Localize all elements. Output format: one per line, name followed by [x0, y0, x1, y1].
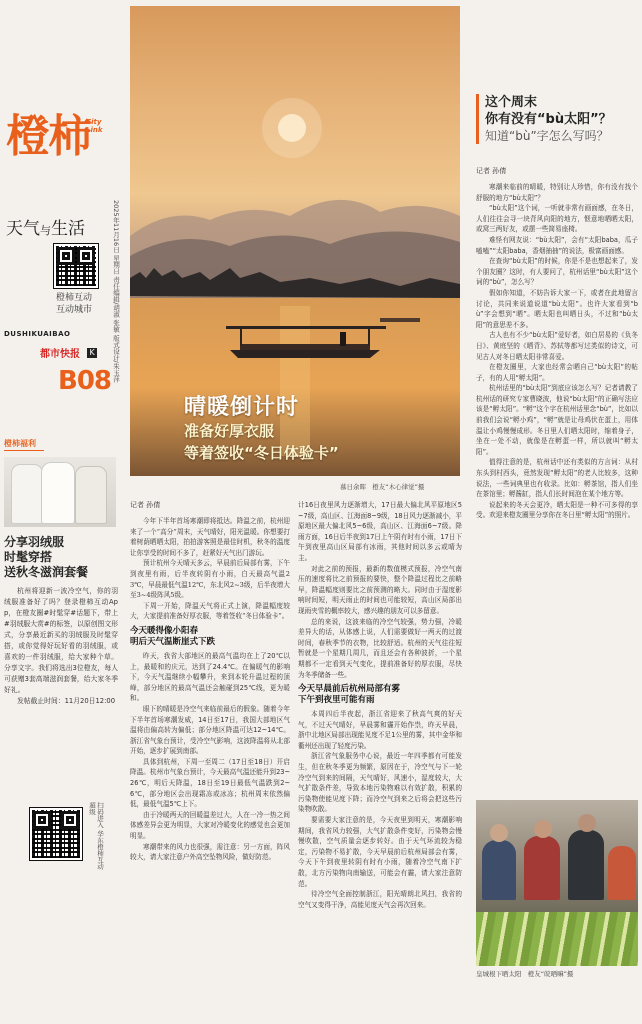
promo-section — [4, 438, 118, 1018]
article1-col2-p4: 本周四后半夜起，浙江省迎来了秋高气爽的好天气，不过天气晴好，早晨雾和霾开始作祟，昨天早晨，浙中北地区局部出现能见度不足1公里的雾，其中金华和衢州还出现了轻度污染。 — [298, 710, 462, 750]
promo-title — [4, 535, 118, 580]
article2-p5: 假如你知道，不妨告诉大家一下，或者在此地留言讨论，共同来说道说道“bù太阳”。也许大家看到“bù”字会想到“晒”。晒太阳也叫晒日头，不过和“bù太阳”的意思差不多。 — [476, 288, 638, 329]
article2-byline: 记者 孙倩 — [476, 167, 507, 175]
article1-subhead-1 — [130, 626, 290, 648]
article1-col1 — [130, 500, 290, 1020]
article1-col2-body-a — [298, 500, 462, 680]
article1-p4: 昨天，我省大部地区的最高气温均在上了20℃以上，最暖和的庆元，达到了24.4℃。在偏暖气的影响下，今天气温继续小幅攀升，来到本轮升温过程的顶峰，部分地区的最高气温还会触碰到25℃线，更为暖和。 — [130, 651, 290, 703]
article1-col2-p1: 计16日夜里风力逐渐增大，17日最大偏北风平原地区5~7级，高山区、江海面8~9级，18日风力逐渐减小，平原地区最大偏北风5~6级，高山区、江海面6~7级。降雨方面，16日后半夜到17日上午阴有时有小雨，17日下午到夜里高山区局部有冰雨，其他时间以多云或晴为主。 — [298, 501, 462, 562]
subtitle-and: 与 — [40, 224, 51, 237]
article2 — [476, 94, 638, 1020]
article2-title-line3: 知道“bù”字怎么写吗？ — [485, 129, 609, 143]
article1-subhead-1b: 明后天气温断崖式下跌 — [130, 636, 216, 647]
article2-p1: 寒潮来临前的晴暖，特别让人珍惜，你有没有找个舒服的地方“bù太阳”？ — [476, 183, 638, 202]
brand-pinyin: DUSHIKUAIBAO — [4, 330, 71, 338]
article1-col2-p3: 总的来说，这波来临的冷空气较强，势力强，冷暖差异大的话，从体感上说，人们需要做好一两天的过渡时间，春秋季节的衣物，比较舒适。杭州的天气往往短暂就是一个星期几周几，而且还会有各种波折，一个星期都不一定看到天气变化，提前准备好的厚衣服，尽快为冬季储备一些。 — [298, 617, 462, 679]
article1-p3: 下周一开始，降温天气将正式上演，降温幅度较大，大家提前准备好厚衣服，等着签收“冬日体验卡”。 — [130, 601, 290, 621]
city-link-tag: City Link — [86, 118, 103, 134]
masthead-logo: 橙柿 — [6, 111, 90, 162]
article1-col2-p5: 浙江省气象服务中心说，最近一年四季都有可能发生，但在秋冬季更为频繁，原因在于，冷空气与下一轮冷空气到来的间隔，天气晴好，风速小，湿度较大，大气扩散条件差，导致本地污染物难以有效扩散，积累的污染物使能见度下降；而冷空气到来之后将会把这些污染物吹散。 — [298, 752, 462, 814]
masthead-app-name — [56, 292, 92, 316]
hero-photo — [130, 6, 460, 476]
issue-date-line: 2025年11月16日 星期日 责任编辑/胡淑 张敏 版式设计/朱玉萍 — [112, 200, 120, 383]
promo-photo — [4, 457, 116, 527]
promo-qr-note: 扫码进入 华东橙柿互动 超级 — [88, 802, 104, 870]
article1-body-b — [130, 651, 290, 863]
promo-deadline: 发帖截止时间：11月20日12:00 — [17, 697, 116, 705]
article2-p3: 难怪有网友说：“bù太阳”，会有“太阳baba，瓜子嗑嗑”“太阳baba，香烟抽抽”的说法，极富画面感。 — [476, 235, 638, 255]
article1-body-a — [130, 516, 290, 622]
article2-p9: 值得注意的是，杭州话中还有类似的方言词：从村东头到村西头，竟然发现“孵太阳”的老人比较多，这种说法，一些词典里也有收录。比如：孵茶馆，指人们坐在茶馆里；孵酱缸，指人们长时间泡在某个地方等。 — [476, 458, 638, 499]
article2-title — [476, 94, 638, 144]
hero-subhead-2: 等着签收“冬日体验卡” — [184, 444, 339, 462]
hero-headline: 晴暖倒计时 — [184, 395, 300, 420]
page-number: B08 — [58, 366, 111, 396]
article1-subhead-2b: 下午到夜里可能有雨 — [298, 695, 375, 706]
article1-byline: 记者 孙倩 — [130, 501, 161, 509]
promo-body — [4, 586, 118, 707]
article1-p6: 具体到杭州，下周一至周二（17日至18日）开启降温。杭州市气象台预计，今天最高气温还能升到23~26℃，明后天降温，18日至19日最低气温跌到2~6℃，部分地区会出现霜冻或冰冻；杭州周末依然偏低，最低气温5℃上下。 — [130, 757, 290, 809]
article1-subhead-1a: 今天暖得像小阳春 — [130, 625, 199, 636]
article1-col2-p7: 待冷空气全面控制浙江，阳光晴朗北风扫，我省的空气又变得干净，高能见度天气会再次回来。 — [298, 890, 462, 909]
article2-p6: 古人也有不少“bù太阳”爱好者，如白居易的《负冬日》、黄庭坚的《晒背》、苏轼等都写过类似的诗文，可见古人对冬日晒太阳非常喜爱。 — [476, 331, 638, 361]
brand-k-icon: K — [87, 348, 97, 358]
promo-title-line2: 时髦穿搭 — [4, 550, 53, 564]
article2-p2: “bù太阳”这个词，一听就非常有画面感，在冬日，人们往往会寻一块背风向阳的地方，惬意地晒晒太阳，或窝三两好友，或摆一些简易座椅。 — [476, 204, 638, 234]
hero-subhead-1: 准备好厚衣服 — [184, 422, 275, 440]
brand-name-text: 都市快报 — [40, 349, 80, 360]
article2-p10: 说起来的冬天会更冷，晒太阳是一种不可多得的享受。欢迎来橙友圈里分享你在冬日里“孵太阳”的照片。 — [476, 500, 638, 520]
article1-subhead-2a: 今天早晨前后杭州局部有雾 — [298, 684, 401, 695]
masthead-qr-code[interactable] — [54, 244, 98, 288]
article1-p5: 眼下的晴暖是冷空气来临前最后的假象。随着今年下半年首场寒潮发威，14日至17日，我国大部地区气温将由偏高转为偏低；部分地区降温可达12~14℃。浙江省气象台预计，受冷空气影响，这波降温将从北部开始，逐步扩展到南部。 — [130, 704, 290, 756]
article2-photo — [476, 800, 638, 966]
article2-p4: 在查询“bù太阳”的时候，你是不是也想起来了，发个朋友圈？这时，有人要问了，杭州话里“bù太阳”这个词的“bù”，怎么写？ — [476, 257, 638, 287]
article2-photo-caption: 皇城根下晒太阳 橙友“皖晒嘛”摄 — [476, 970, 574, 978]
article2-body — [476, 182, 638, 796]
app-name-line1: 橙柿互动 — [56, 293, 93, 303]
subtitle-life: 生活 — [51, 219, 85, 239]
article1-subhead-2 — [298, 684, 462, 706]
article2-title-line2: 你有没有“bù太阳”？ — [485, 112, 612, 127]
hero-photo-caption: 慕日余晖 橙友“木心律觉”摄 — [340, 483, 425, 491]
article1-col2-p6: 要需要大家注意的是，今天夜里到明天，寒潮影响期间，我省风力较强，大气扩散条件变好，污染物会慢慢吹散，空气质量会逐步转好。由于天气环流较为稳定，污染物不易扩散，今天早晨前后杭州局部会有雾，今天下午到夜里转阴有时有小雨，随着冷空气南下扩散，北方污染物向南输送，可能会有霾，请大家注意防范。 — [298, 816, 462, 888]
article1-p7: 由于冷暖两天的回暖温差过大，人在一冷一热之间体感差异会更为明显，大家对冷暖变化的感觉也会更加明显。 — [130, 810, 290, 841]
promo-section-label: 橙柿福利 — [4, 438, 44, 451]
masthead-subtitle — [6, 214, 85, 239]
article1-p2: 预计杭州今天晴天多云，早晨前后局部有雾，下午到夜里有雨，后半夜转阴有小雨，白天最高气温23℃，早晨最低气温12℃，东北风2~3级，后半夜增大至3~4级阵风5级。 — [130, 559, 290, 600]
promo-body-text: 杭州将迎新一波冷空气，你的羽绒服准备好了吗？登录橙柿互动App，在橙友圈#时髦穿#话题下，带上#羽绒服大赏#的标签，以原创图文形式，分享最近新买的羽绒服及时髦穿搭，或你觉得好玩好看的羽绒服，或喜欢的一件羽绒服，给大家种个草。分享文字。我们将选出3位橙友，每人可获赠3套高端滋润套餐，给大家冬季好礼。 — [4, 587, 118, 694]
article1-col2-body-b — [298, 709, 462, 910]
masthead — [0, 0, 118, 430]
article2-p7: 在橙友圈里，大家也经常会晒自己“bù太阳”的帖子，有的人用“孵太阳”。 — [476, 363, 638, 382]
promo-title-line3: 送秋冬滋润套餐 — [4, 565, 89, 579]
article1-p8: 寒潮带来的风力也很强，需注意：另一方面，阵风较大，请大家注意户外高空坠物风险，做好防范。 — [130, 842, 290, 862]
brand-name — [40, 342, 97, 361]
boat-shape — [230, 350, 380, 358]
article1-col2 — [298, 500, 462, 1020]
app-name-line2: 互动城市 — [56, 305, 93, 315]
article1-intro: 今年下半年首场寒潮即将抵达。降温之前，杭州迎来了一个“高分”周末，天气晴好，阳光温暖。你想要打着树荫晒晒太阳，拍拍游客照是最佳时机，秋冬的温度让你享受的时间不多了，赶紧好天气出门游玩。 — [130, 517, 290, 557]
subtitle-weather: 天气 — [6, 219, 40, 239]
article2-title-line1: 这个周末 — [485, 95, 538, 110]
article1-col2-p2: 对此之前的预报，最新的数值模式预报，冷空气南压的速度将比之前预报的要快，整个降温过程比之前略早，降温幅度则要比之前预测的略大。同时由于湿度影响时间短，明天雨止的时间也可能较短，高山区局部出现雨夹雪的概率较大，感兴趣的朋友可以多留意。 — [298, 564, 462, 615]
promo-title-line1: 分享羽绒服 — [4, 535, 65, 549]
promo-qr-code[interactable] — [30, 808, 82, 860]
article2-p8: 杭州话里的“bù太阳”到底应该怎么写？记者请教了杭州话的研究专家曹晓波，他说“bù太阳”的正确写法应该是“孵太阳”。“孵”这个字在杭州话里念“bù”，比如以前我们会说“孵小鸡”，“孵”就是让母鸡伏在蛋上，用体温让小鸡慢慢成形。冬日里人们晒太阳时，缩着身子，坐在一处不动，就像是在孵蛋一样，所以就叫“孵太阳”。 — [476, 384, 638, 456]
